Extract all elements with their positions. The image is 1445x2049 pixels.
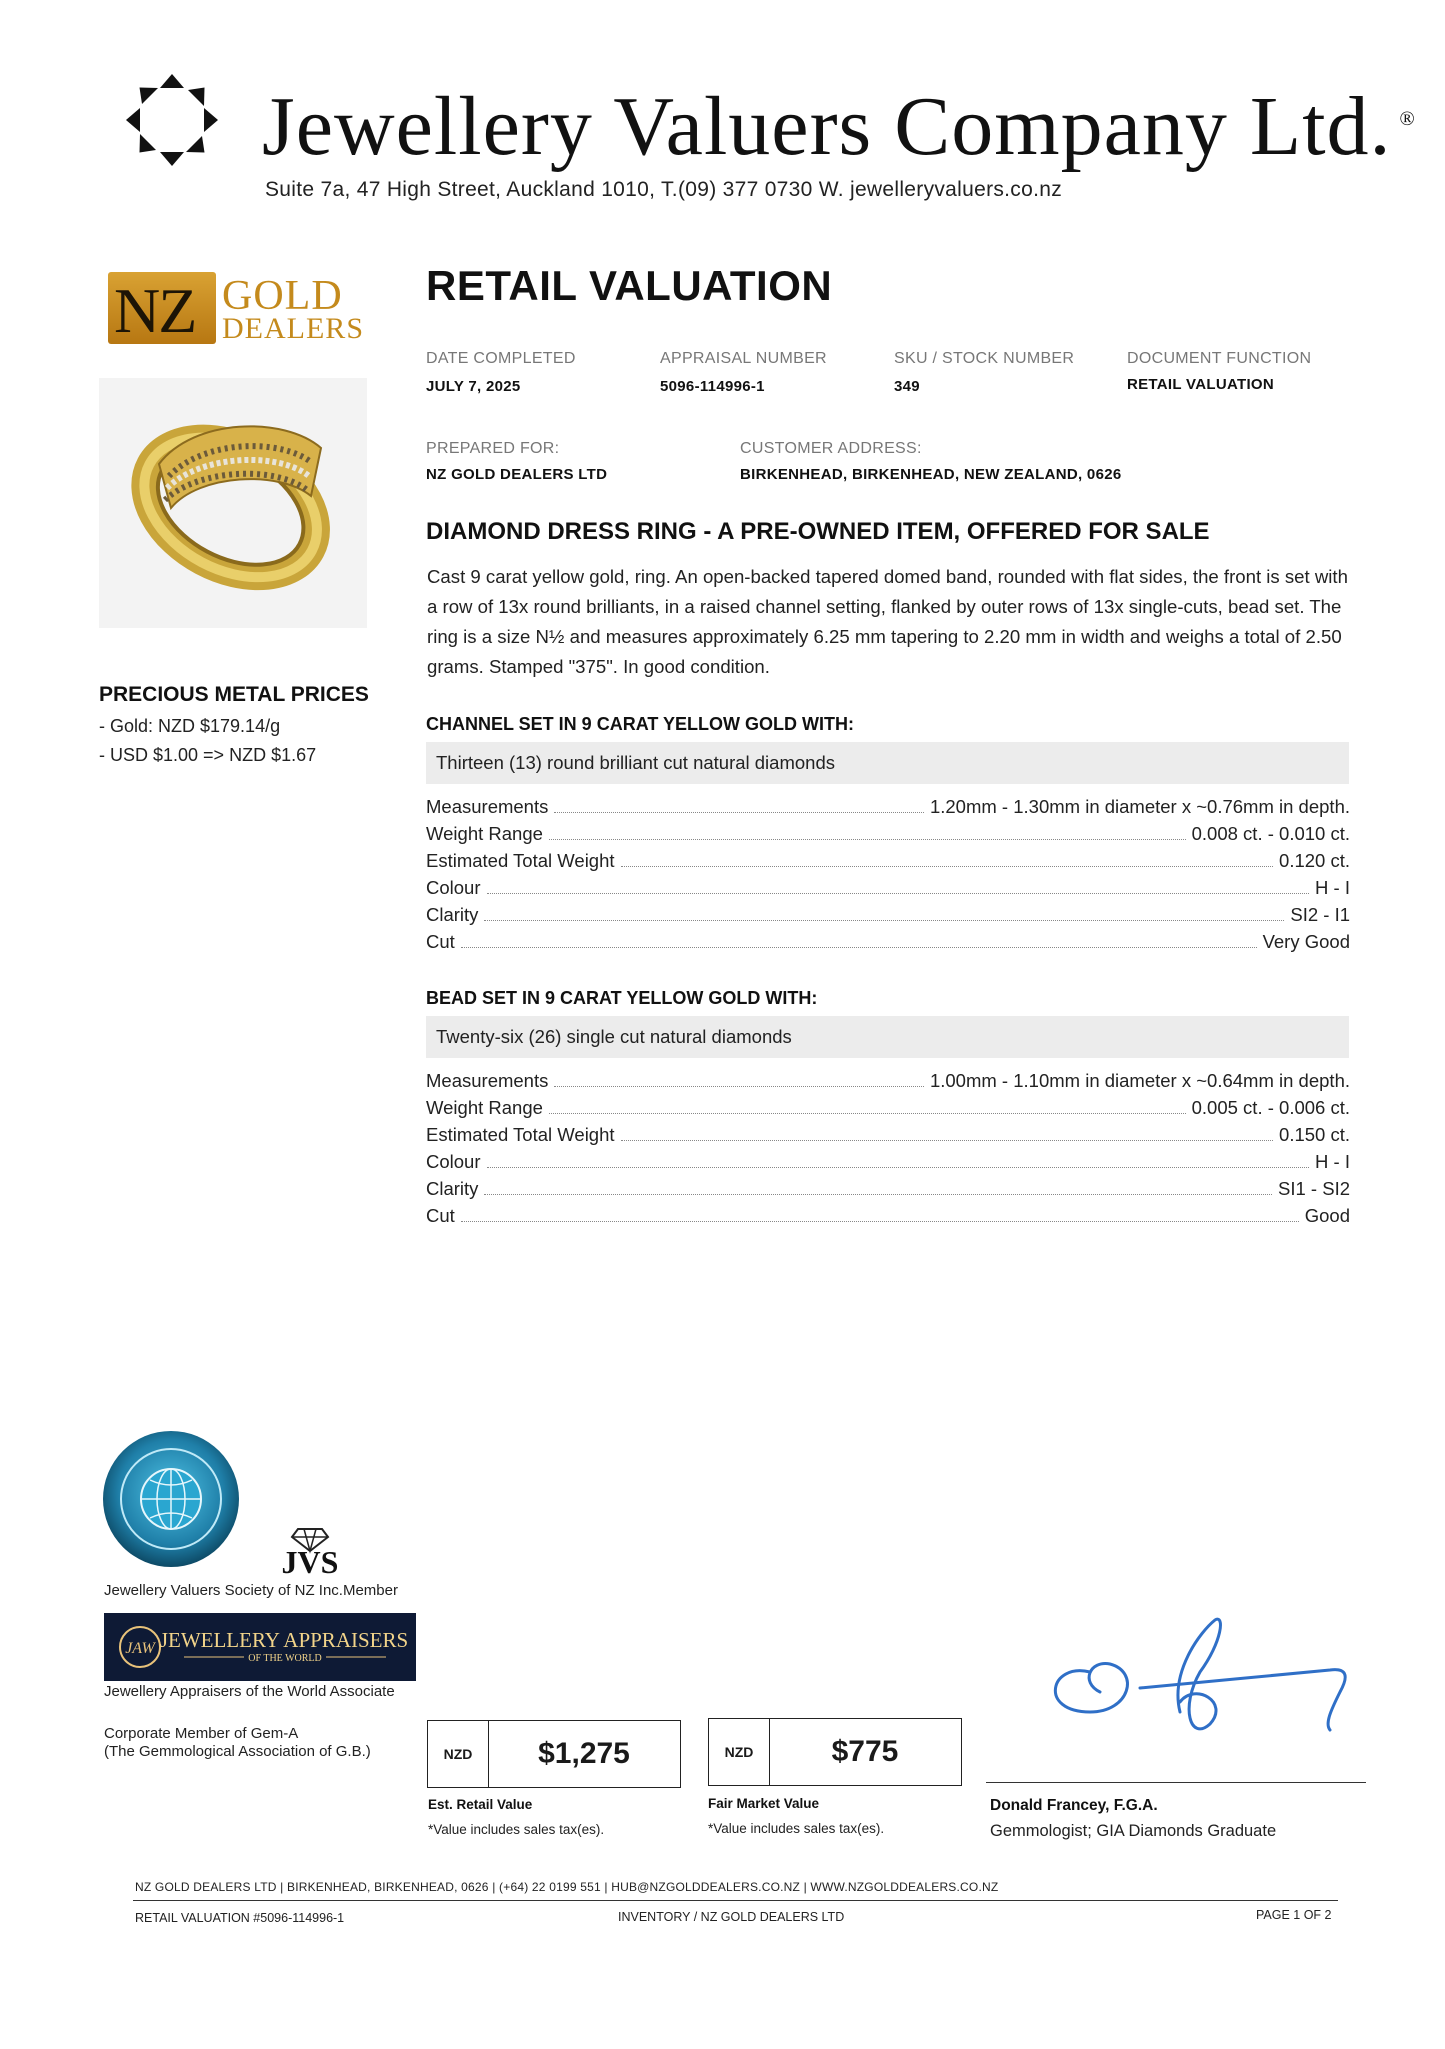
spec-row (426, 850, 1350, 876)
jvs-letters: JVS (281, 1544, 339, 1575)
spec-label: Colour (426, 877, 481, 898)
logo-gold-text: GOLD (222, 273, 343, 319)
spec-label: Colour (426, 1151, 481, 1172)
jaw-title: JEWELLERY APPRAISERS (159, 1628, 409, 1652)
signature-line (986, 1782, 1366, 1783)
spec-value: 1.20mm - 1.30mm in diameter x ~0.76mm in depth. (929, 796, 1350, 817)
jvs-diamond-logo (254, 1525, 366, 1575)
spec-row (426, 823, 1350, 849)
fair-market-amount: $775 (831, 1735, 899, 1768)
jaw-caption: Jewellery Appraisers of the World Associate (104, 1683, 395, 1700)
stone-description: Thirteen (13) round brilliant cut natural diamonds (436, 752, 835, 773)
spec-value: H - I (1315, 1151, 1350, 1172)
meta-value-appraisal: 5096-114996-1 (660, 378, 765, 395)
fair-market-currency: NZD (709, 1719, 770, 1785)
spec-value: 1.00mm - 1.10mm in diameter x ~0.64mm in depth. (929, 1070, 1350, 1091)
stone-description: Twenty-six (26) single cut natural diamonds (436, 1026, 792, 1047)
spec-row (426, 1178, 1350, 1204)
spec-label: Clarity (426, 1178, 479, 1199)
jvs-caption: Jewellery Valuers Society of NZ Inc.Member (104, 1582, 398, 1599)
spec-value: Very Good (1262, 931, 1350, 952)
jaw-monogram: JAW (125, 1640, 155, 1657)
spec-row (426, 877, 1350, 903)
stone-bar-channel (426, 742, 1349, 784)
spec-row (426, 1097, 1350, 1123)
section-title-channel: CHANNEL SET IN 9 CARAT YELLOW GOLD WITH: (426, 714, 854, 734)
spec-label: Cut (426, 1205, 455, 1226)
meta-value-sku: 349 (894, 378, 920, 395)
fair-market-value-label: Fair Market Value (708, 1796, 820, 1811)
prepared-for-label: PREPARED FOR: (426, 440, 560, 457)
spec-value: Good (1304, 1205, 1350, 1226)
spec-value: 0.008 ct. - 0.010 ct. (1191, 823, 1350, 844)
spec-row (426, 931, 1350, 957)
spec-label: Estimated Total Weight (426, 850, 615, 871)
company-name: Jewellery Valuers Company Ltd. ® (262, 80, 1416, 173)
nz-gold-dealers-logo (108, 272, 364, 346)
fair-market-value-note: *Value includes sales tax(es). (708, 1821, 885, 1836)
company-logo-mark (122, 70, 222, 170)
usd-rate: - USD $1.00 => NZD $1.67 (99, 745, 317, 765)
appraiser-signature (1030, 1612, 1370, 1752)
footer-reference: RETAIL VALUATION #5096-114996-1 (135, 1911, 345, 1925)
ring-photo (99, 378, 367, 628)
appraiser-title: Gemmologist; GIA Diamonds Graduate (990, 1822, 1277, 1840)
meta-label-date: DATE COMPLETED (426, 350, 576, 367)
metal-prices-title: PRECIOUS METAL PRICES (99, 683, 369, 706)
item-title: DIAMOND DRESS RING - A PRE-OWNED ITEM, OFFERED FOR SALE (426, 518, 1210, 545)
prepared-for-value: NZ GOLD DEALERS LTD (426, 466, 608, 483)
jaw-subtitle: OF THE WORLD (248, 1653, 322, 1664)
spec-row (426, 1124, 1350, 1150)
meta-value-function: RETAIL VALUATION (1127, 376, 1275, 393)
document-title: RETAIL VALUATION (426, 262, 833, 309)
footer-divider (133, 1900, 1338, 1901)
company-address: Suite 7a, 47 High Street, Auckland 1010, T.(09) 377 0730 W. jewelleryvaluers.co.nz (265, 178, 1062, 201)
retail-amount: $1,275 (538, 1737, 630, 1770)
appraiser-name: Donald Francey, F.G.A. (990, 1797, 1158, 1814)
spec-value: 0.120 ct. (1279, 850, 1350, 871)
spec-row (426, 904, 1350, 930)
spec-value: SI1 - SI2 (1278, 1178, 1350, 1199)
spec-value: 0.005 ct. - 0.006 ct. (1191, 1097, 1350, 1118)
spec-row (426, 1070, 1350, 1096)
meta-label-appraisal: APPRAISAL NUMBER (660, 350, 827, 367)
spec-label: Weight Range (426, 1097, 543, 1118)
retail-currency: NZD (428, 1721, 489, 1787)
spec-label: Measurements (426, 1070, 549, 1091)
section-title-bead: BEAD SET IN 9 CARAT YELLOW GOLD WITH: (426, 988, 818, 1008)
logo-dealers-text: DEALERS (222, 312, 364, 345)
meta-value-date: JULY 7, 2025 (426, 378, 521, 395)
page-number: PAGE 1 OF 2 (1256, 1908, 1332, 1922)
footer-contact: NZ GOLD DEALERS LTD | BIRKENHEAD, BIRKENHEAD, 0626 | (+64) 22 0199 551 | HUB@NZGOLDDEALERS.CO.NZ | WWW.NZGOLDDEALERS.CO.NZ (135, 1880, 999, 1894)
retail-value-label: Est. Retail Value (428, 1797, 533, 1812)
footer-inventory: INVENTORY / NZ GOLD DEALERS LTD (618, 1910, 845, 1924)
meta-label-function: DOCUMENT FUNCTION (1127, 350, 1312, 367)
spec-label: Weight Range (426, 823, 543, 844)
fair-market-value-box (708, 1718, 962, 1786)
gema-association: (The Gemmological Association of G.B.) (104, 1743, 371, 1760)
spec-row (426, 796, 1350, 822)
retail-value-box (427, 1720, 681, 1788)
spec-label: Clarity (426, 904, 479, 925)
retail-value-note: *Value includes sales tax(es). (428, 1822, 605, 1837)
spec-row (426, 1205, 1350, 1231)
registered-mark: ® (1399, 108, 1416, 130)
customer-address-label: CUSTOMER ADDRESS: (740, 440, 922, 457)
customer-address-value: BIRKENHEAD, BIRKENHEAD, NEW ZEALAND, 0626 (740, 466, 1122, 483)
spec-row (426, 1151, 1350, 1177)
jaw-banner (104, 1613, 416, 1681)
spec-value: H - I (1315, 877, 1350, 898)
meta-label-sku: SKU / STOCK NUMBER (894, 350, 1075, 367)
spec-label: Measurements (426, 796, 549, 817)
spec-value: 0.150 ct. (1279, 1124, 1350, 1145)
gema-membership: Corporate Member of Gem-A (104, 1725, 299, 1742)
stone-bar-bead (426, 1016, 1349, 1058)
item-description: Cast 9 carat yellow gold, ring. An open-backed tapered domed band, rounded with flat sides, the front is set with a row of 13x round brilliants, in a raised channel setting, flanked by outer rows of 13x single-cuts, bead set. The ring is a size N½ and measures approximately 6.25 mm tapering to 2.20 mm in width and weighs a total of 2.50 grams. Stamped "375". In good condition. (427, 566, 1348, 677)
spec-label: Cut (426, 931, 455, 952)
spec-value: SI2 - I1 (1290, 904, 1350, 925)
logo-nz-text: NZ (114, 275, 196, 346)
gold-price: - Gold: NZD $179.14/g (99, 716, 281, 736)
spec-label: Estimated Total Weight (426, 1124, 615, 1145)
jewellery-valuers-seal-icon (100, 1428, 242, 1570)
